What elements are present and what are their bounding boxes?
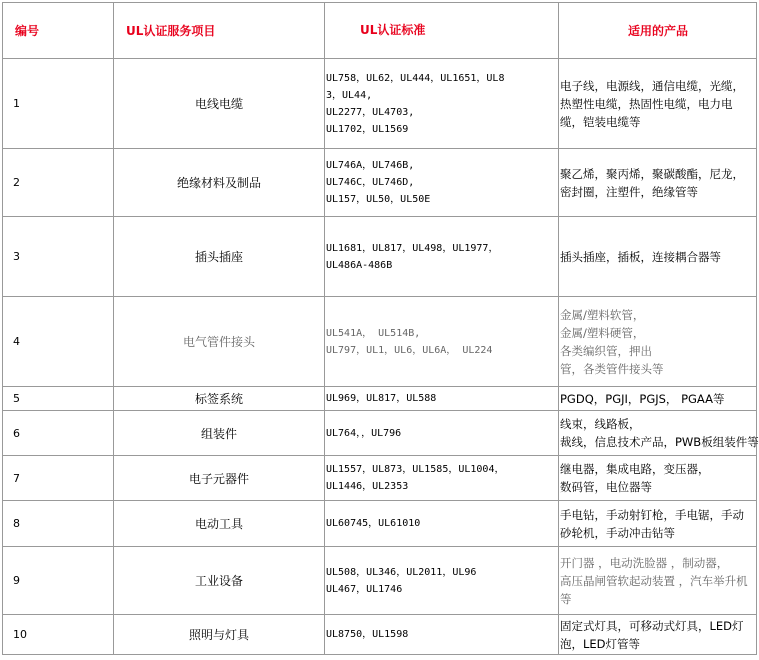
standard-line: UL758，UL62，UL444，UL1651，UL8 — [326, 72, 505, 84]
standard-line: UL764，，UL796 — [326, 427, 402, 439]
products-line: 聚乙烯，聚丙烯，聚碳酸酯，尼龙， — [560, 166, 744, 181]
products-line: 手电钻，手动射钉枪，手电锯，手动 — [560, 507, 744, 522]
row-no: 6 — [3, 411, 114, 456]
standard-line: UL467，UL1746 — [326, 583, 403, 595]
products-line: 各类编织管，押出 — [560, 343, 652, 358]
table-row — [3, 411, 757, 456]
table-row — [3, 59, 757, 149]
table-row — [3, 149, 757, 217]
row-no: 5 — [3, 387, 114, 411]
row-item: 标签系统 — [114, 387, 325, 411]
products-line: 开门器 ，电动洗脸器 ，制动器， — [560, 555, 729, 570]
row-item: 插头插座 — [114, 217, 325, 297]
products-line: 管，各类管件接头等 — [560, 361, 664, 376]
row-no: 10 — [3, 615, 114, 655]
products-line: 缆，铠装电缆等 — [560, 114, 641, 129]
standard-line: UL1702，UL1569 — [326, 123, 409, 135]
table-row — [3, 547, 757, 615]
row-no: 1 — [3, 59, 114, 149]
row-products — [559, 149, 757, 217]
products-line: PGDQ，PGJI，PGJS， PGAA等 — [560, 391, 725, 406]
row-item: 电子元器件 — [114, 456, 325, 501]
products-line: 热塑性电缆，热固性电缆，电力电 — [560, 96, 733, 111]
standard-line: UL1557，UL873，UL1585，UL1004， — [326, 464, 505, 475]
row-standard — [325, 615, 559, 655]
products-line: 金属/塑料硬管， — [560, 325, 645, 340]
row-products — [559, 217, 757, 297]
row-no: 9 — [3, 547, 114, 615]
row-standard — [325, 547, 559, 615]
products-line: 泡，LED灯管等 — [560, 636, 641, 651]
standard-line: UL1681，UL817，UL498，UL1977， — [326, 242, 499, 254]
table-row — [3, 501, 757, 547]
products-line: 金属/塑料软管， — [560, 307, 645, 322]
products-line: 继电器，集成电路，变压器， — [560, 462, 710, 476]
standard-line: UL797，UL1，UL6，UL6A， UL224 — [326, 344, 493, 356]
table-row — [3, 615, 757, 655]
products-line: 砂轮机，手动冲击钻等 — [560, 525, 675, 540]
row-products — [559, 615, 757, 655]
header-standard: UL认证标准 — [325, 3, 559, 59]
row-products — [559, 456, 757, 501]
row-item: 组装件 — [114, 411, 325, 456]
row-no: 7 — [3, 456, 114, 501]
row-products — [559, 547, 757, 615]
table-row — [3, 387, 757, 411]
standard-line: UL1446，UL2353 — [326, 481, 409, 492]
products-line: 插头插座，插板，连接耦合器等 — [560, 249, 721, 264]
products-line: 裁线，信息技术产品，PWB板组装件等 — [560, 435, 759, 449]
row-no: 8 — [3, 501, 114, 547]
standard-line: UL508，UL346，UL2011，UL96 — [326, 566, 477, 578]
standard-line: UL746A，UL746B, — [326, 160, 415, 171]
row-standard — [325, 411, 559, 456]
row-products — [559, 59, 757, 149]
standard-line: UL8750，UL1598 — [326, 629, 409, 640]
header-row — [3, 3, 757, 59]
products-line: 高压晶闸管软起动装置 ，汽车举升机 — [560, 573, 748, 588]
row-standard — [325, 149, 559, 217]
header-no: 编号 — [3, 3, 114, 59]
row-item: 照明与灯具 — [114, 615, 325, 655]
row-item: 电动工具 — [114, 501, 325, 547]
products-line: 数码管，电位器等 — [560, 480, 652, 494]
row-products — [559, 411, 757, 456]
standard-line: UL746C，UL746D, — [326, 177, 415, 188]
row-products — [559, 387, 757, 411]
products-line: 密封圈，注塑件，绝缘管等 — [560, 184, 698, 199]
standard-line: UL60745，UL61010 — [326, 518, 421, 529]
table-row — [3, 456, 757, 501]
products-line: 固定式灯具，可移动式灯具，LED灯 — [560, 618, 744, 633]
row-standard — [325, 59, 559, 149]
standard-line: 3，UL44, — [326, 89, 373, 101]
row-item: 电气管件接头 — [114, 297, 325, 387]
table-row — [3, 217, 757, 297]
header-item: UL认证服务项目 — [114, 3, 325, 59]
row-no: 4 — [3, 297, 114, 387]
standard-line: UL969，UL817，UL588 — [326, 393, 437, 404]
ul-certification-table-container — [2, 2, 757, 655]
ul-certification-table — [2, 2, 757, 655]
row-standard — [325, 387, 559, 411]
standard-line: UL486A-486B — [326, 259, 393, 271]
row-products — [559, 501, 757, 547]
header-products: 适用的产品 — [559, 3, 757, 59]
row-standard — [325, 217, 559, 297]
row-standard — [325, 456, 559, 501]
row-item: 工业设备 — [114, 547, 325, 615]
row-no: 2 — [3, 149, 114, 217]
row-item: 电线电缆 — [114, 59, 325, 149]
table-row — [3, 297, 757, 387]
row-standard — [325, 297, 559, 387]
products-line: 电子线，电源线，通信电缆，光缆， — [560, 78, 744, 93]
standard-line: UL157，UL50，UL50E — [326, 194, 431, 205]
standard-line: UL2277，UL4703, — [326, 106, 415, 118]
standard-line: UL541A， UL514B, — [326, 327, 421, 339]
row-standard — [325, 501, 559, 547]
row-no: 3 — [3, 217, 114, 297]
row-item: 绝缘材料及制品 — [114, 149, 325, 217]
row-products — [559, 297, 757, 387]
products-line: 线束，线路板， — [560, 417, 641, 431]
products-line: 等 — [560, 591, 572, 606]
